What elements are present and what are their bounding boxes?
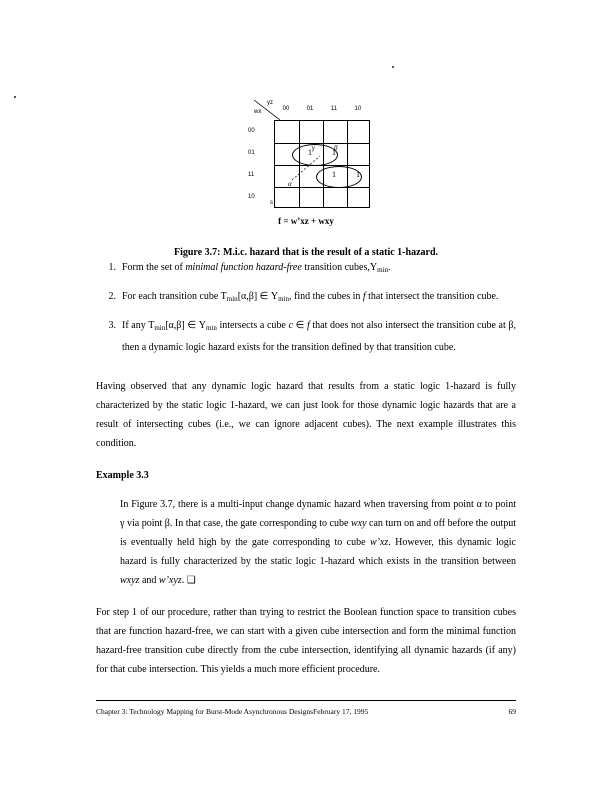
figure-3-7 xyxy=(0,100,612,258)
kmap-corner-mark: s xyxy=(270,200,273,206)
kmap-wrapper xyxy=(240,100,372,226)
step-text: For each transition cube $T_{min}[\alpha,\beta]$ ∈ $\Upsilon_{min}$, find the cubes in f that intersect the transition cube. xyxy=(122,291,499,303)
kmap-cell: 1 xyxy=(332,148,336,157)
footer-page-number: 69 xyxy=(508,707,516,716)
paragraph-step1-note: For step 1 of our procedure, rather than trying to restrict the Boolean function space to transition cubes that are function hazard-free, we can start with a given cube intersection and form the minimal function hazard-free transition cube directly from the cube intersection, identifying all dynamic hazards (if any) for that cube intersection. This yields a much more efficient procedure. xyxy=(96,607,516,675)
transition-path-arrow xyxy=(290,154,324,182)
step-number: 2. xyxy=(108,291,116,302)
step-item-3 xyxy=(108,316,516,357)
figure-function-label: f = w’xz + wxy xyxy=(278,216,334,226)
kmap-col-label-3: 10 xyxy=(354,106,362,112)
step-number: 3. xyxy=(108,320,116,331)
step-text: Form the set of minimal function hazard-free transition $cubes,\Upsilon_{min}$. xyxy=(122,262,391,274)
footer-chapter-label: Chapter 3: Technology Mapping for Burst-Mode Asynchronous DesignsFebruary 17, 1995 xyxy=(96,707,369,716)
kmap-left-axis-label: wx xyxy=(254,109,262,115)
kmap-cell xyxy=(322,120,346,142)
spacer xyxy=(96,364,516,377)
kmap-cell xyxy=(322,186,346,208)
example-body: In Figure 3.7, there is a multi-input change dynamic hazard when traversing from point α to point γ via point β. In that case, the gate corresponding to cube wxy can turn on and off before the output is eventually held high by the gate corresponding to cube w’xz. However, this dynamic logic hazard is fully characterized by the static logic 1-hazard which exists in the transition between wxyz and w’xyz. ❑ xyxy=(120,499,517,586)
kmap-cell: 1 xyxy=(332,170,336,179)
kmap-cell xyxy=(274,186,298,208)
kmap-row-label-3: 10 xyxy=(248,194,255,200)
spacer xyxy=(96,590,516,603)
spacer xyxy=(96,453,516,466)
procedure-steps xyxy=(96,258,516,357)
kmap-point-gamma: γ xyxy=(312,144,315,152)
kmap-cell: 1 xyxy=(356,170,360,179)
kmap-cell xyxy=(346,142,370,164)
kmap-cell xyxy=(298,120,322,142)
step-number: 1. xyxy=(108,262,116,273)
paragraph-observation: Having observed that any dynamic logic hazard that results from a static logic 1-hazard is fully characterized by the static logic 1-hazard, we can just look for those dynamic logic hazards that are a result of intersecting cubes (i.e., we can ignore adjacent cubes). The next example illustrates this condition. xyxy=(96,381,516,449)
kmap-row-label-1: 01 xyxy=(248,150,255,156)
kmap-point-alpha: α xyxy=(288,180,292,188)
kmap-row-label-0: 00 xyxy=(248,128,255,134)
kmap-col-label-1: 01 xyxy=(306,106,314,112)
step-item-1 xyxy=(108,258,516,280)
kmap-cell xyxy=(298,186,322,208)
kmap-col-label-2: 11 xyxy=(330,106,338,112)
kmap-cell xyxy=(274,120,298,142)
kmap-col-label-0: 00 xyxy=(282,106,290,112)
body-content xyxy=(96,258,516,679)
kmap-cell: 1 xyxy=(308,148,312,157)
example-heading: Example 3.3 xyxy=(96,470,149,481)
kmap-row-label-2: 11 xyxy=(248,172,255,178)
kmap-cell xyxy=(346,186,370,208)
scan-speck xyxy=(14,96,16,98)
karnaugh-map xyxy=(240,100,372,208)
footer-divider xyxy=(96,700,516,701)
step-text: If any $T_{min}[\alpha,\beta]$ ∈ $\Upsilon_{min}$ intersects a cube c ∈ f that does not also intersect the transition cube at β, then a dynamic logic hazard exists for the transition defined by that transition cube. xyxy=(122,320,516,353)
figure-caption: Figure 3.7: M.i.c. hazard that is the result of a static 1-hazard. xyxy=(173,247,439,258)
step-item-2 xyxy=(108,287,516,309)
scan-speck xyxy=(392,66,394,68)
kmap-point-beta: β xyxy=(334,144,338,152)
kmap-top-axis-label: yz xyxy=(267,100,273,106)
kmap-cell xyxy=(346,120,370,142)
